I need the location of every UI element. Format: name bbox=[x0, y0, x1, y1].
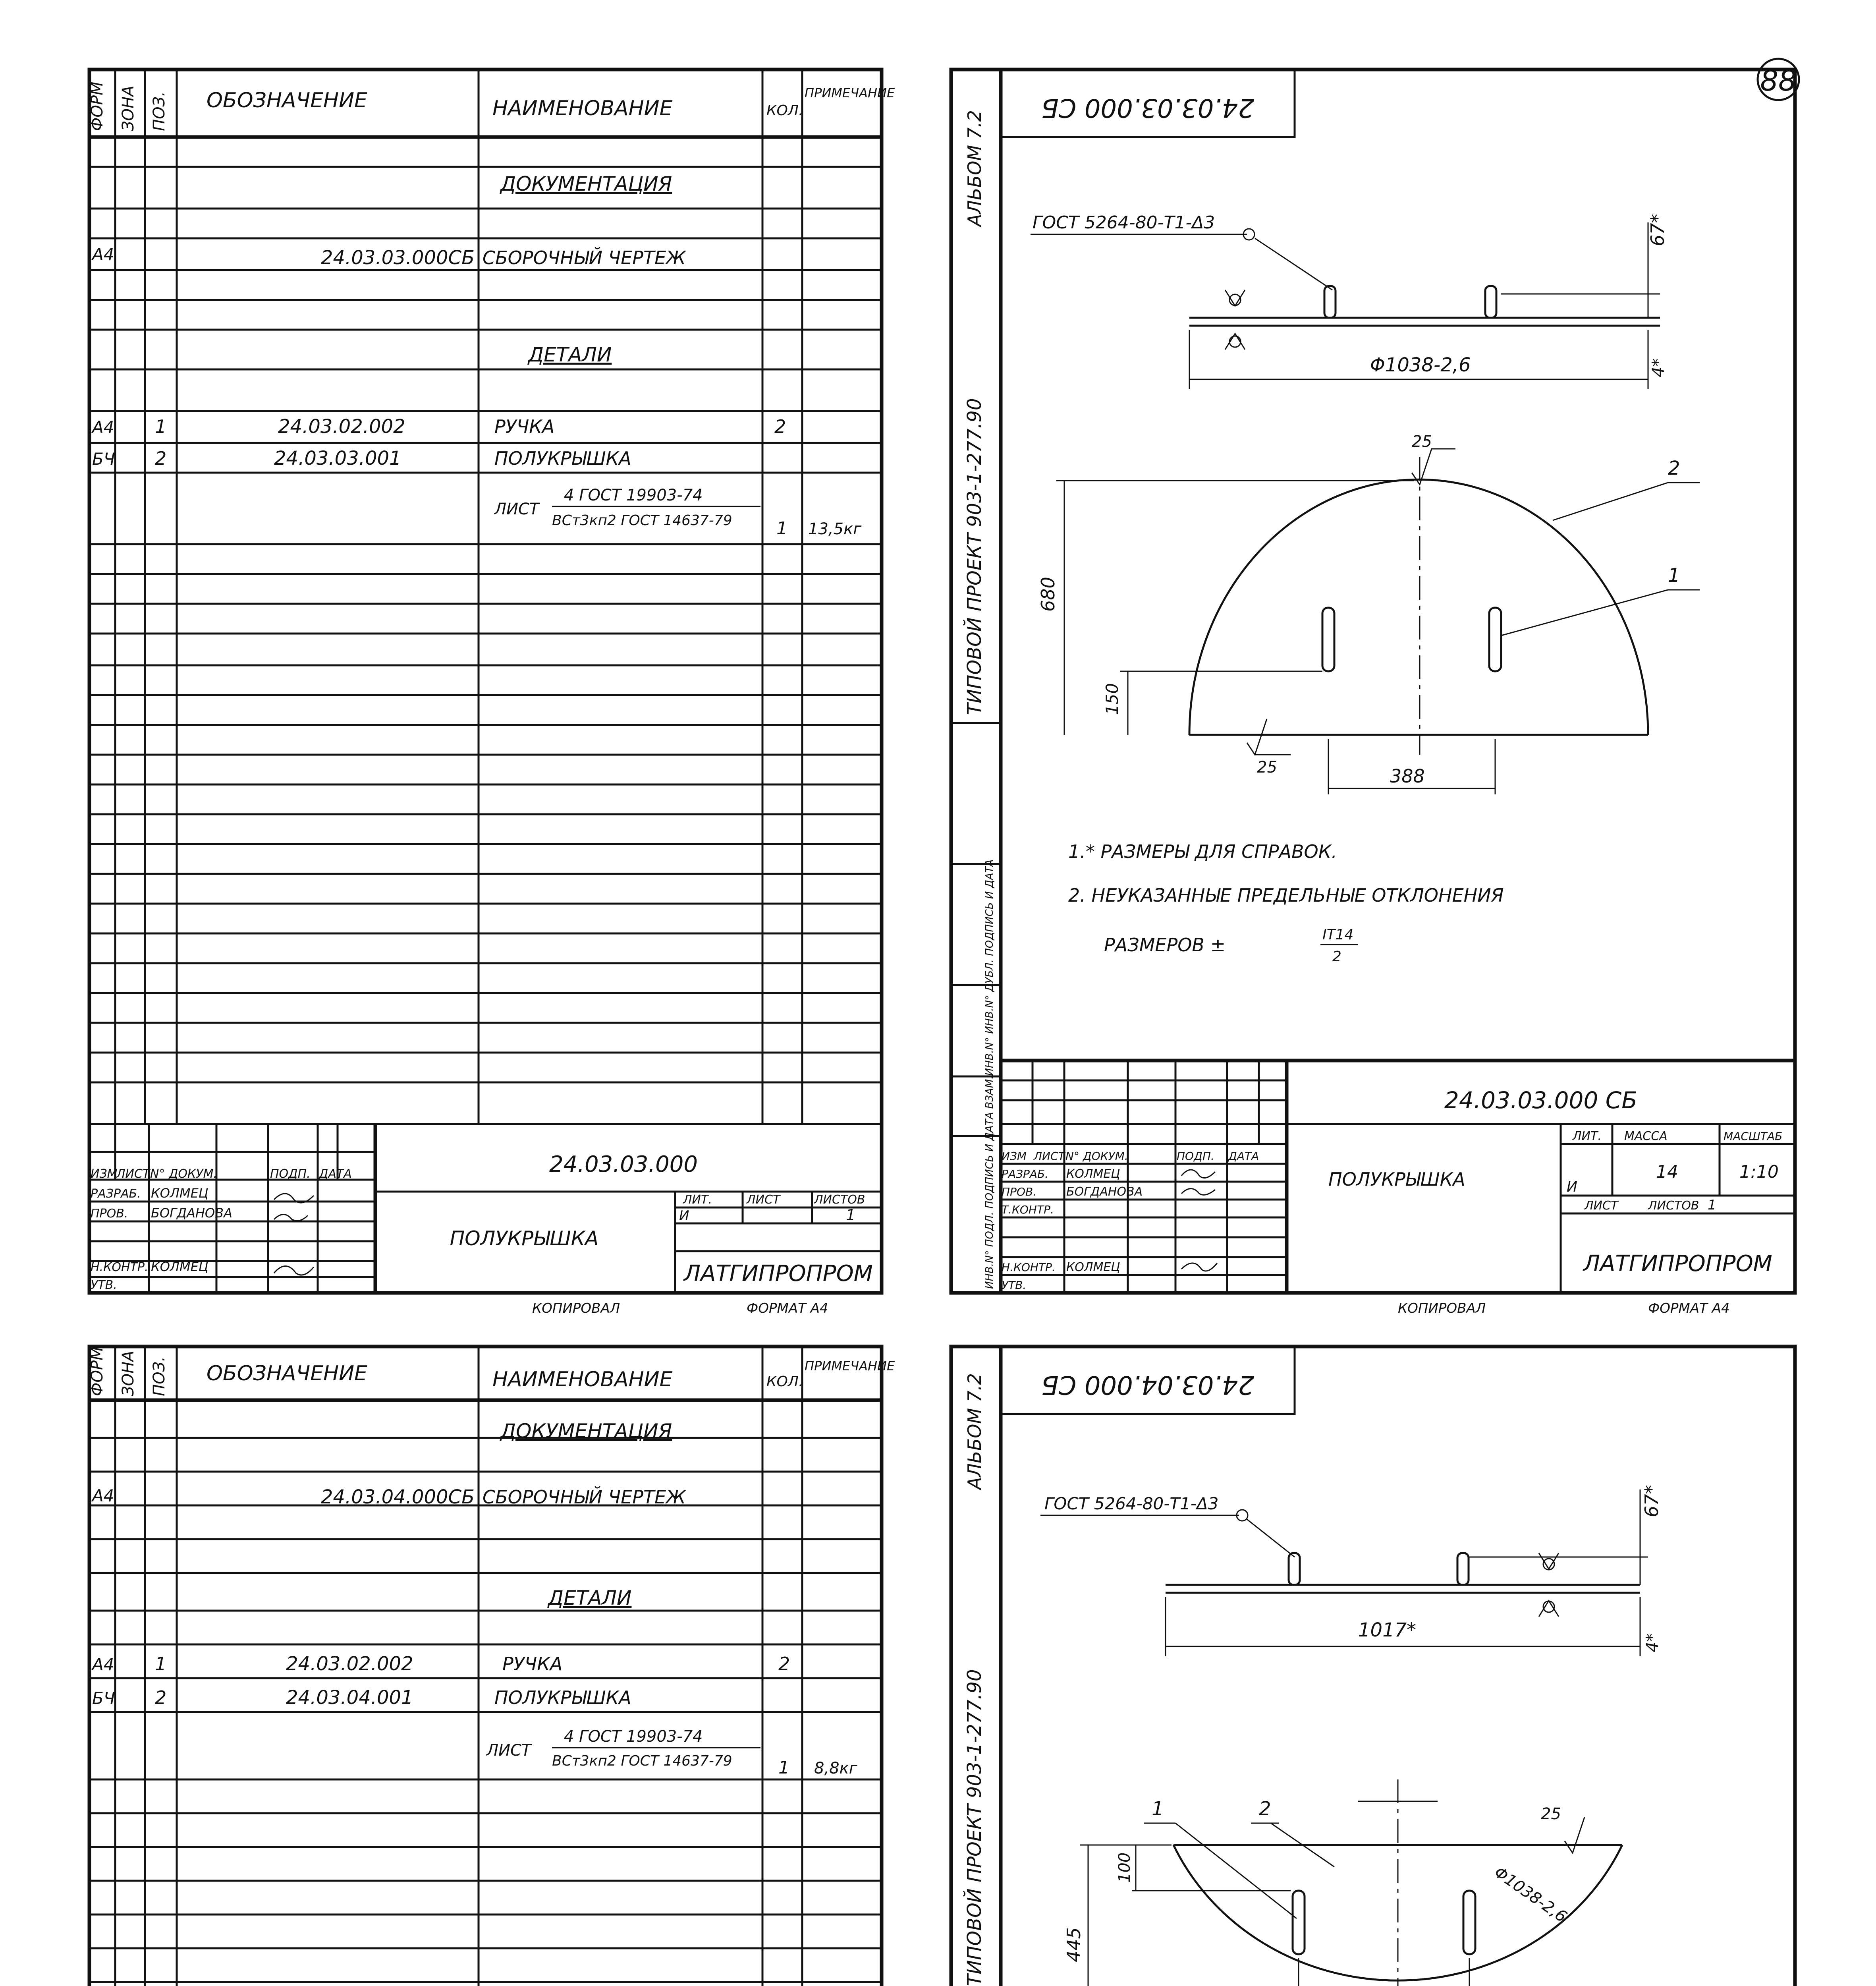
developer-name: КОЛМЕЦ bbox=[151, 1186, 208, 1201]
dim2-slot-h: 100 bbox=[1116, 1852, 1134, 1883]
drawing-doc-code: 24.03.03.000 СБ bbox=[1444, 1087, 1638, 1114]
drawing-sheet-1 bbox=[951, 70, 1795, 1316]
row-material-line2: ВСт3кп2 ГОСТ 14637-79 bbox=[552, 512, 732, 529]
spec-title: ПОЛУКРЫШКА bbox=[450, 1227, 599, 1250]
hdr-designation: ОБОЗНАЧЕНИЕ bbox=[207, 89, 367, 112]
note-1: 1.* РАЗМЕРЫ ДЛЯ СПРАВОК. bbox=[1068, 841, 1338, 862]
rough2-top: 25 bbox=[1541, 1805, 1561, 1823]
row2-handle-format: А4 bbox=[92, 1655, 114, 1674]
dlbl-mass: МАССА bbox=[1624, 1129, 1668, 1143]
drawing-title: ПОЛУКРЫШКА bbox=[1328, 1169, 1465, 1190]
hdr-name: НАИМЕНОВАНИЕ bbox=[492, 97, 673, 120]
row2-handle-designation: 24.03.02.002 bbox=[286, 1653, 413, 1675]
rough-top: 25 bbox=[1412, 433, 1432, 451]
hdr-pos: ПОЗ. bbox=[150, 91, 168, 131]
dlbl-docno: N° ДОКУМ. bbox=[1065, 1149, 1128, 1163]
callout2-pos1: 1 bbox=[1152, 1798, 1164, 1820]
row-material-mass: 13,5кг bbox=[808, 520, 862, 538]
hdr-format: ФОРМ bbox=[88, 81, 106, 131]
row-handle-format: А4 bbox=[92, 417, 114, 437]
row2-halfcover-format: БЧ bbox=[92, 1688, 115, 1708]
mirror2-code: 24.03.04.000 СБ bbox=[1041, 1370, 1255, 1399]
dformat-label: ФОРМАТ А4 bbox=[1648, 1300, 1730, 1316]
dim2-height: 67* bbox=[1641, 1485, 1662, 1517]
row-material-label: ЛИСТ bbox=[494, 500, 539, 518]
signature-norm bbox=[274, 1266, 314, 1275]
row-assembly-format: А4 bbox=[92, 245, 114, 264]
dlbl-norm: Н.КОНТР. bbox=[1002, 1261, 1056, 1274]
dim2-thickness: 4* bbox=[1642, 1633, 1662, 1652]
drawing-sheets-count: 1 bbox=[1708, 1197, 1716, 1213]
row-handle-designation: 24.03.02.002 bbox=[278, 415, 405, 438]
side-view-2 bbox=[1040, 1485, 1662, 1656]
hdr-qty: КОЛ. bbox=[766, 102, 803, 119]
lbl-izm: ИЗМ bbox=[91, 1167, 118, 1181]
dlbl-date: ДАТА bbox=[1228, 1149, 1259, 1163]
drawing-frame bbox=[951, 70, 1795, 1293]
spec-sheets-count: 1 bbox=[846, 1206, 856, 1224]
row-halfcover-pos: 2 bbox=[155, 448, 167, 469]
plan-view-2 bbox=[1063, 1779, 1622, 1986]
side-album: АЛЬБОМ 7.2 bbox=[964, 110, 985, 226]
sec-details: ДЕТАЛИ bbox=[528, 343, 612, 366]
side2-project: ТИПОВОЙ ПРОЕКТ 903-1-277.90 bbox=[963, 1669, 986, 1986]
lbl-approved: УТВ. bbox=[91, 1278, 117, 1292]
dlbl-tech: Т.КОНТР. bbox=[1002, 1203, 1054, 1216]
hdr2-note: ПРИМЕЧАНИЕ bbox=[805, 1358, 895, 1374]
row2-material-label: ЛИСТ bbox=[486, 1741, 531, 1760]
row-handle-name: РУЧКА bbox=[494, 416, 555, 437]
row2-material-line2: ВСт3кп2 ГОСТ 14637-79 bbox=[552, 1753, 732, 1769]
weld2-note: ГОСТ 5264-80-Т1-Δ3 bbox=[1044, 1494, 1219, 1513]
lbl-date: ДАТА bbox=[319, 1167, 352, 1181]
row-assembly-designation: 24.03.03.000СБ bbox=[320, 247, 475, 269]
hdr-note: ПРИМЕЧАНИЕ bbox=[805, 85, 895, 100]
dlbl-developed: РАЗРАБ. bbox=[1002, 1167, 1049, 1180]
hdr2-name: НАИМЕНОВАНИЕ bbox=[492, 1368, 673, 1391]
row-halfcover-designation: 24.03.03.001 bbox=[274, 447, 401, 469]
row2-handle-pos: 1 bbox=[155, 1653, 167, 1675]
tol-den: 2 bbox=[1332, 949, 1341, 965]
callout-pos1: 1 bbox=[1668, 564, 1680, 587]
dlbl-scale: МАСШТАБ bbox=[1724, 1130, 1783, 1143]
row2-material-line1: 4 ГОСТ 19903-74 bbox=[564, 1727, 703, 1746]
hdr2-qty: КОЛ. bbox=[766, 1374, 803, 1390]
dim-slot-h: 150 bbox=[1102, 683, 1122, 715]
ddeveloper-name: КОЛМЕЦ bbox=[1066, 1167, 1120, 1181]
row2-material-mass: 8,8кг bbox=[814, 1759, 857, 1777]
callout-pos2: 2 bbox=[1668, 457, 1680, 479]
spec-sheet-1 bbox=[88, 70, 895, 1316]
row-halfcover-format: БЧ bbox=[92, 449, 115, 469]
dim-thickness: 4* bbox=[1648, 358, 1668, 377]
row2-halfcover-pos: 2 bbox=[155, 1687, 167, 1708]
norm-name: КОЛМЕЦ bbox=[151, 1259, 208, 1274]
dchecker-name: БОГДАНОВА bbox=[1066, 1185, 1143, 1199]
dlbl-sheet: ЛИСТ bbox=[1585, 1199, 1618, 1213]
dim2-length: 1017* bbox=[1358, 1619, 1417, 1641]
row-material-line1: 4 ГОСТ 19903-74 bbox=[564, 486, 703, 504]
dlbl-sheets: ЛИСТОВ bbox=[1648, 1199, 1699, 1213]
copied-label: КОПИРОВАЛ bbox=[532, 1300, 620, 1316]
row2-material-qty: 1 bbox=[778, 1758, 789, 1778]
hdr2-pos: ПОЗ. bbox=[150, 1356, 168, 1396]
dim2-overall: 445 bbox=[1063, 1927, 1085, 1962]
side-stamp: ИНВ.N° ПОДЛ. ПОДПИСЬ И ДАТА ВЗАМ.ИНВ.N° ИНВ.N° ДУБЛ. ПОДПИСЬ И ДАТА bbox=[984, 859, 996, 1289]
row-handle-pos: 1 bbox=[155, 416, 167, 437]
row2-assembly-designation: 24.03.04.000СБ bbox=[320, 1486, 475, 1508]
lbl-sign: ПОДП. bbox=[270, 1167, 311, 1181]
signature-checker bbox=[274, 1215, 308, 1221]
dsignature-checker bbox=[1181, 1189, 1215, 1195]
callout2-pos2: 2 bbox=[1259, 1798, 1271, 1820]
dlbl-checked: ПРОВ. bbox=[1002, 1185, 1037, 1198]
dnorm-name: КОЛМЕЦ bbox=[1066, 1260, 1120, 1274]
row-halfcover-name: ПОЛУКРЫШКА bbox=[494, 448, 631, 469]
mirror-code: 24.03.03.000 СБ bbox=[1041, 93, 1255, 122]
dim-overall: 680 bbox=[1037, 577, 1059, 612]
spec-lit: И bbox=[679, 1208, 689, 1224]
checker-name: БОГДАНОВА bbox=[151, 1206, 232, 1221]
dlbl-sign: ПОДП. bbox=[1177, 1149, 1214, 1163]
lbl-developed: РАЗРАБ. bbox=[91, 1187, 141, 1201]
side2-album: АЛЬБОМ 7.2 bbox=[964, 1373, 985, 1490]
note-2: 2. НЕУКАЗАННЫЕ ПРЕДЕЛЬНЫЕ ОТКЛОНЕНИЯ bbox=[1068, 885, 1504, 906]
row-handle-qty: 2 bbox=[774, 416, 786, 437]
lbl-checked: ПРОВ. bbox=[91, 1207, 128, 1221]
lbl-sheets: ЛИСТОВ bbox=[814, 1193, 865, 1207]
dlbl-lit: ЛИТ. bbox=[1573, 1129, 1602, 1143]
spec-sheet-2 bbox=[88, 1347, 895, 1986]
row2-halfcover-name: ПОЛУКРЫШКА bbox=[494, 1687, 631, 1708]
spec-doc-code: 24.03.03.000 bbox=[549, 1151, 698, 1177]
dim-length: Φ1038-2,6 bbox=[1370, 354, 1471, 376]
dlbl-list: ЛИСТ bbox=[1034, 1149, 1065, 1163]
drawing-sheet-2 bbox=[951, 1347, 1795, 1986]
row-material-qty: 1 bbox=[776, 518, 787, 539]
sheet-number: 88 bbox=[1760, 64, 1797, 97]
lbl-lit: ЛИТ. bbox=[683, 1193, 712, 1207]
notes bbox=[1068, 841, 1504, 965]
hdr2-designation: ОБОЗНАЧЕНИЕ bbox=[207, 1362, 367, 1385]
plan-view bbox=[1037, 433, 1700, 794]
side-project: ТИПОВОЙ ПРОЕКТ 903-1-277.90 bbox=[963, 398, 986, 715]
row-assembly-name: СБОРОЧНЫЙ ЧЕРТЕЖ bbox=[483, 247, 686, 269]
sec2-details: ДЕТАЛИ bbox=[548, 1586, 632, 1609]
dim2-diameter: Φ1038-2,6 bbox=[1491, 1863, 1570, 1926]
row2-assembly-name: СБОРОЧНЫЙ ЧЕРТЕЖ bbox=[483, 1486, 686, 1508]
dim-height: 67* bbox=[1647, 214, 1668, 246]
dcopied-label: КОПИРОВАЛ bbox=[1398, 1300, 1486, 1316]
sec2-documentation: ДОКУМЕНТАЦИЯ bbox=[500, 1420, 672, 1443]
tol-num: IT14 bbox=[1322, 927, 1354, 943]
weld-note: ГОСТ 5264-80-Т1-Δ3 bbox=[1033, 213, 1215, 233]
hdr2-zone: ЗОНА bbox=[119, 1350, 137, 1396]
hdr-zone: ЗОНА bbox=[119, 85, 137, 131]
spec-organization: ЛАТГИПРОПРОМ bbox=[684, 1261, 873, 1287]
dsignature-norm bbox=[1181, 1263, 1217, 1271]
drawing-scale: 1:10 bbox=[1739, 1162, 1779, 1182]
sec-documentation: ДОКУМЕНТАЦИЯ bbox=[500, 172, 672, 195]
row2-assembly-format: А4 bbox=[92, 1486, 114, 1505]
lbl-docno: N° ДОКУМ. bbox=[150, 1167, 218, 1181]
dlbl-izm: ИЗМ bbox=[1002, 1149, 1027, 1163]
drawing-organization: ЛАТГИПРОПРОМ bbox=[1583, 1251, 1772, 1277]
side-view bbox=[1031, 213, 1668, 389]
lbl-norm: Н.КОНТР. bbox=[91, 1260, 149, 1274]
dlbl-approved: УТВ. bbox=[1002, 1279, 1027, 1292]
rough-bot: 25 bbox=[1257, 758, 1277, 777]
dim-slot-w: 388 bbox=[1390, 765, 1425, 787]
format-label: ФОРМАТ А4 bbox=[747, 1300, 828, 1316]
sheet-number-badge bbox=[1758, 59, 1799, 100]
dsignature-developer bbox=[1181, 1170, 1215, 1178]
drawing-lit: И bbox=[1567, 1179, 1577, 1195]
row2-halfcover-designation: 24.03.04.001 bbox=[286, 1687, 413, 1709]
lbl-list: ЛИСТ bbox=[116, 1167, 150, 1181]
row2-handle-name: РУЧКА bbox=[502, 1653, 563, 1675]
drawing-mass: 14 bbox=[1656, 1162, 1678, 1182]
spec-title-block bbox=[89, 1124, 882, 1293]
row2-handle-qty: 2 bbox=[778, 1653, 790, 1675]
lbl-sheet: ЛИСТ bbox=[747, 1193, 780, 1207]
note-3: РАЗМЕРОВ ± bbox=[1104, 934, 1226, 956]
hdr2-format: ФОРМ bbox=[88, 1347, 106, 1396]
drawing-title-block bbox=[1001, 1061, 1795, 1293]
